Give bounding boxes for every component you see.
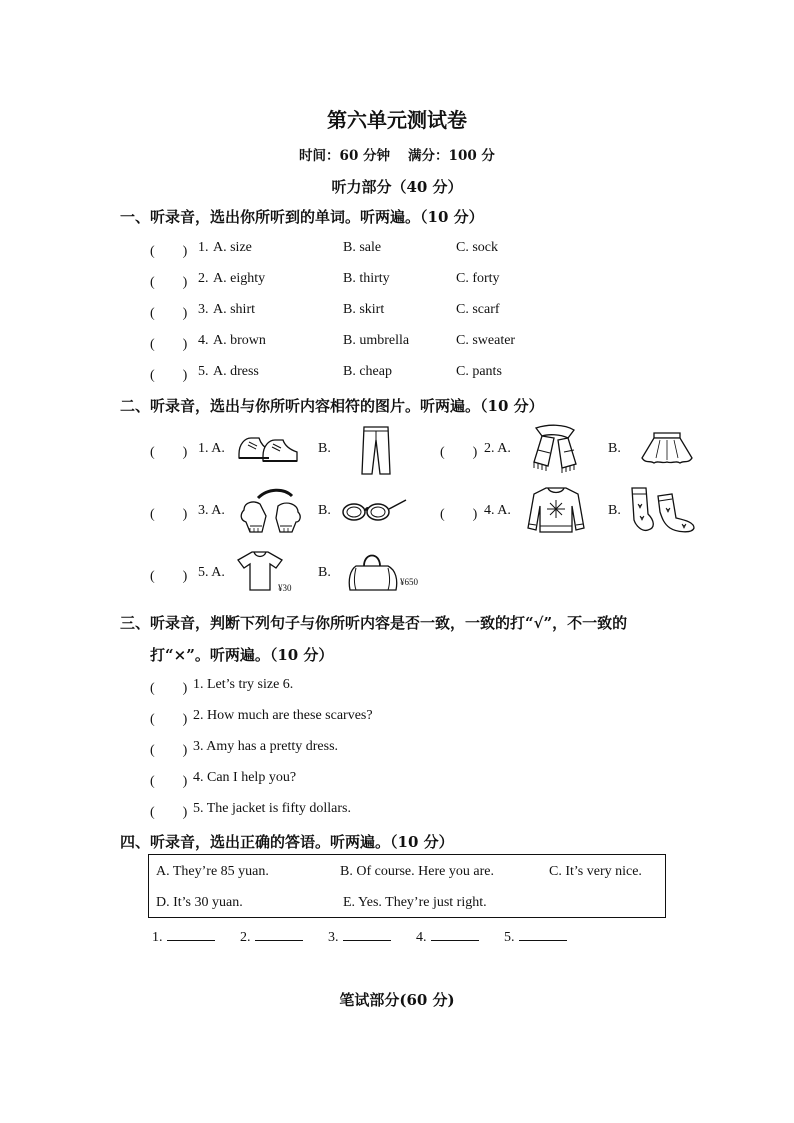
- bag-icon[interactable]: [346, 550, 400, 594]
- item-number: 4.: [198, 333, 209, 348]
- answer-paren[interactable]: ( ): [440, 507, 478, 522]
- pants-icon[interactable]: [358, 424, 394, 476]
- answer-paren[interactable]: ( ): [150, 774, 188, 789]
- answer-option-b: B. Of course. Here you are.: [340, 864, 494, 879]
- statement: 4. Can I help you?: [193, 770, 297, 785]
- answer-paren[interactable]: ( ): [150, 569, 188, 584]
- option-c: C. sock: [456, 240, 498, 255]
- answer-paren[interactable]: ( ): [150, 368, 188, 383]
- answer-paren[interactable]: ( ): [150, 275, 188, 290]
- option-a: A. size: [213, 240, 252, 255]
- option-a: A. eighty: [213, 271, 266, 286]
- option-b: B. thirty: [343, 271, 390, 286]
- answer-option-d: D. It’s 30 yuan.: [156, 895, 243, 910]
- q2-label: 2. A.: [484, 441, 511, 456]
- answer-paren[interactable]: ( ): [150, 306, 188, 321]
- answer-paren[interactable]: ( ): [150, 805, 188, 820]
- statement: 2. How much are these scarves?: [193, 708, 373, 723]
- answer-paren[interactable]: ( ): [150, 337, 188, 352]
- sweater-icon[interactable]: [526, 484, 586, 536]
- q4-label: 4. A.: [484, 503, 511, 518]
- option-c: C. scarf: [456, 302, 500, 317]
- shoes-icon[interactable]: [235, 428, 301, 466]
- answer-paren[interactable]: ( ): [150, 712, 188, 727]
- option-a: A. shirt: [213, 302, 255, 317]
- price-tag: ¥30: [278, 583, 292, 593]
- q1-label: 1. A.: [198, 441, 225, 456]
- page-title: 第六单元测试卷: [327, 108, 467, 132]
- answer-option-a: A. They’re 85 yuan.: [156, 864, 269, 879]
- glasses-icon[interactable]: [340, 498, 408, 524]
- option-b-label: B.: [318, 441, 331, 456]
- section2-heading: 二、听录音，选出与你所听内容相符的图片。听两遍。（10 分）: [120, 397, 544, 415]
- skirt-icon[interactable]: [640, 430, 694, 466]
- scarf-icon[interactable]: [528, 422, 582, 474]
- answer-blank[interactable]: 2.: [240, 928, 303, 946]
- section1-heading: 一、听录音，选出你所听到的单词。听两遍。（10 分）: [120, 208, 484, 226]
- item-number: 2.: [198, 271, 209, 286]
- option-b: B. skirt: [343, 302, 385, 317]
- full-score: 满分：100 分: [408, 148, 495, 164]
- tshirt-icon[interactable]: [236, 548, 284, 592]
- written-heading: 笔试部分(60 分): [339, 991, 455, 1009]
- q3-label: 3. A.: [198, 503, 225, 518]
- option-a: A. brown: [213, 333, 266, 348]
- gloves-icon[interactable]: [238, 486, 304, 538]
- section4-heading: 四、听录音，选出正确的答语。听两遍。（10 分）: [120, 833, 454, 851]
- exam-info: [0, 144, 794, 164]
- price-tag: ¥650: [400, 577, 418, 587]
- option-c: C. pants: [456, 364, 502, 379]
- statement: 3. Amy has a pretty dress.: [193, 739, 339, 754]
- answer-paren[interactable]: ( ): [150, 244, 188, 259]
- statement: 1. Let’s try size 6.: [193, 677, 294, 692]
- answer-blank[interactable]: 5.: [504, 928, 567, 946]
- time-limit: 时间：60 分钟: [299, 148, 391, 164]
- listening-heading: 听力部分（40 分）: [331, 178, 463, 196]
- answer-paren[interactable]: ( ): [440, 445, 478, 460]
- option-b: B. cheap: [343, 364, 392, 379]
- option-a: A. dress: [213, 364, 259, 379]
- option-c: C. forty: [456, 271, 500, 286]
- statement: 5. The jacket is fifty dollars.: [193, 801, 351, 816]
- item-number: 1.: [198, 240, 209, 255]
- answer-blank[interactable]: 3.: [328, 928, 391, 946]
- option-b: B. sale: [343, 240, 382, 255]
- answer-option-e: E. Yes. They’re just right.: [343, 895, 487, 910]
- item-number: 5.: [198, 364, 209, 379]
- item-number: 3.: [198, 302, 209, 317]
- option-b-label: B.: [608, 503, 621, 518]
- answer-paren[interactable]: ( ): [150, 681, 188, 696]
- answer-paren[interactable]: ( ): [150, 445, 188, 460]
- option-c: C. sweater: [456, 333, 516, 348]
- answer-paren[interactable]: ( ): [150, 507, 188, 522]
- socks-icon[interactable]: [628, 484, 698, 536]
- option-b-label: B.: [318, 503, 331, 518]
- option-b-label: B.: [608, 441, 621, 456]
- answer-paren[interactable]: ( ): [150, 743, 188, 758]
- section3-heading-line2: 打“×”。听两遍。（10 分）: [150, 646, 334, 664]
- answer-blank[interactable]: 4.: [416, 928, 479, 946]
- q5-label: 5. A.: [198, 565, 225, 580]
- answer-blank[interactable]: 1.: [152, 928, 215, 946]
- option-b: B. umbrella: [343, 333, 410, 348]
- section3-heading: 三、听录音，判断下列句子与你所听内容是否一致，一致的打“√”，不一致的: [120, 614, 628, 632]
- option-b-label: B.: [318, 565, 331, 580]
- answer-option-c: C. It’s very nice.: [549, 864, 642, 879]
